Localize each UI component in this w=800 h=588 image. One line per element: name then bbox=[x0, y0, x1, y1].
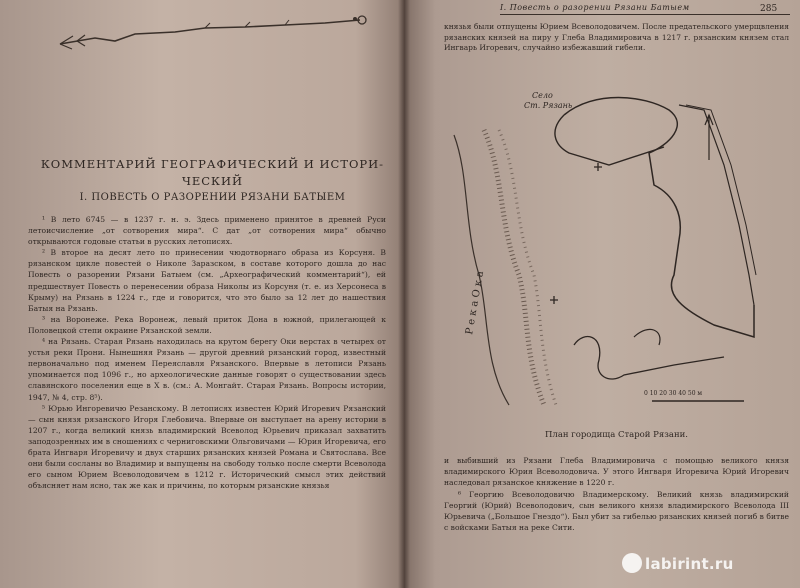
map-caption: План городища Старой Рязани. bbox=[545, 430, 688, 440]
note-paragraph: ¹ В лето 6745 — в 1237 г. н. э. Здесь применено принятое в древней Руси летоисчисление „от сотворения мира“. С дат „от сотворения мира“ обычно открываются годовые статьи в русских летописях. bbox=[28, 215, 386, 247]
bank-hatching-2 bbox=[499, 130, 556, 405]
heading-line-2: ЧЕСКИЙ bbox=[181, 174, 244, 188]
village-label: Село bbox=[532, 91, 553, 100]
watermark-logo-icon bbox=[622, 553, 642, 573]
note-paragraph: ³ на Воронеже. Река Воронеж, левый приток Дона в южной, прилегающей к Половецкой степи окраине Рязанской земли. bbox=[28, 314, 386, 335]
rampart-line bbox=[564, 98, 754, 338]
section-subheading: I. ПОВЕСТЬ О РАЗОРЕНИИ РЯЗАНИ БАТЫЕМ bbox=[79, 192, 346, 203]
right-page bbox=[404, 0, 800, 588]
river-bank-line bbox=[454, 135, 509, 405]
ornament-divider bbox=[55, 14, 385, 54]
chapter-heading bbox=[40, 156, 385, 190]
note-paragraph: ⁶ Георгию Всеволодовичю Владимерскому. Великий князь владимирский Георгий (Юрий) Всеволодович, сын великого князя владимирского Всеволода III Юрьевича („Большое Гнездо“). Был убит за гибелью рязанских князей погиб в битве с войсками Батыя на реке Сити. bbox=[444, 489, 789, 533]
watermark: labirint.ru bbox=[645, 555, 734, 573]
rampart-inner bbox=[555, 115, 664, 165]
top-paragraph: князья были отпущены Юрием Всеволодовичем. После предательского умерщвления рязанских князей на пиру у Глеба Владимировича в 1217 г. рязанским князем стал Ингварь Игоревич, случайно избежавший гибели. bbox=[444, 22, 789, 52]
southern-ramparts bbox=[574, 337, 724, 379]
church-cross-icon bbox=[594, 163, 602, 171]
note-paragraph: ⁴ на Рязань. Старая Рязань находилась на крутом берегу Оки верстах в четырех от устья реки Прони. Нынешняя Рязань — другой древний рязанский город, известный первоначально под именем Переяславля Рязанского. Впервые в летописи Рязань упоминается под 1096 г., но археологические данные говорят о существовании здесь славянского поселения еще в X в. (см.: А. Монгайт. Старая Рязань. Вопросы истории, 1947, № 4, стр. 8⁵). bbox=[28, 337, 386, 402]
note-paragraph: ⁵ Юрью Ингоревичю Резанскому. В летописях известен Юрий Игоревич Рязанский — сын князя рязанского Игоря Глебовича. Впервые он выступает на арену истории в 1207 г., когда великий князь владимирский Всеволод Юрьевич приказал захватить заподозренных им в сношениях с черниговскими Ольговичами — Юрия Игоревича, его брата Ингваря Игоревичу и двух старших рязанских князей Романа и Святослава. Все они были сосланы во Владимир и выпущены на свободу только после смерти Всеволода его сыном Юрием Всеволодовичем в 1212 г. Исторический смысл этих действий объясняет нам ясно, так же как и причины, по которым рязанские князья bbox=[28, 403, 386, 491]
note-paragraph: и выбивший из Рязани Глеба Владимировича с помощью великого князя владимирского Юрия Всеволодовича. У этого Ингваря Игоревича Юрий Игоревич наследовал рязанское княжение в 1220 г. bbox=[444, 456, 789, 488]
right-bottom-text bbox=[444, 455, 789, 533]
scale-label: 0 10 20 30 40 50 м bbox=[644, 390, 703, 397]
settlement-plan-map bbox=[424, 75, 784, 425]
river-label: Р е к а О к а bbox=[464, 270, 487, 336]
page-number: 285 bbox=[760, 4, 778, 14]
book-gutter bbox=[398, 0, 410, 588]
running-head: I. Повесть о разорении Рязани Батыем bbox=[500, 3, 790, 15]
heading-line-1: КОММЕНТАРИЙ ГЕОГРАФИЧЕСКИЙ И ИСТОРИ- bbox=[40, 157, 385, 171]
church-cross-icon bbox=[550, 296, 558, 304]
right-top-text bbox=[444, 22, 789, 54]
village-label-2: Ст. Рязань bbox=[524, 101, 573, 110]
note-paragraph: ² В второе на десят лето по принесении чюдотворнаго образа из Корсуня. В рязанском цикле повестей о Николе Заразском, в составе которого дошла до нас Повесть о разорении Рязани Батыем (см. „Археографический комментарий“), ей предшествует Повесть о перенесении образа Николы из Корсуня (т. е. из Херсонеса в Крыму) на Рязань в 1224 г., где и говорится, что это было за 12 лет до нашествия Батыя на Рязань. bbox=[28, 248, 386, 313]
left-body-text bbox=[28, 214, 386, 491]
outer-wall bbox=[679, 105, 754, 305]
